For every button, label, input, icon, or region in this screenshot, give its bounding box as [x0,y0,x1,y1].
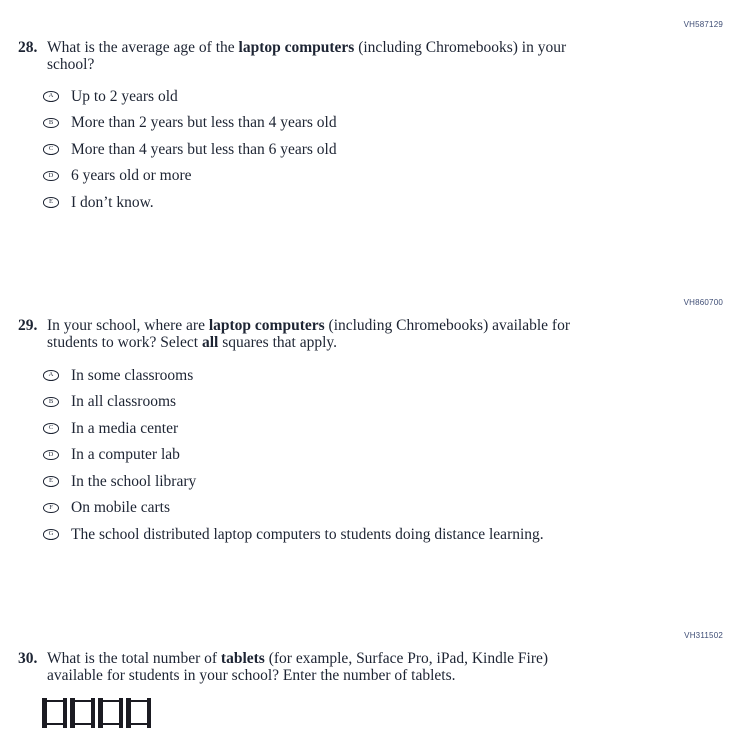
option-row [43,367,723,384]
question-text-line: In your school, where are laptop computers (including Chromebooks) available for [47,317,571,334]
question-text-line: What is the total number of tablets (for example, Surface Pro, iPad, Kindle Fire) [47,650,549,667]
digit-box-edge [130,700,147,702]
question-text [47,317,570,351]
option-row [43,168,723,185]
question-30 [18,631,723,728]
question-number: 28. [18,39,38,56]
digit-box-edge [130,723,147,725]
answer-oval[interactable]: E [43,197,59,208]
answer-oval[interactable]: C [43,423,59,434]
options-list [18,367,723,543]
digit-box-edge [74,700,91,702]
question-number: 29. [18,317,38,334]
option-label: On mobile carts [71,499,171,516]
answer-oval[interactable]: E [43,476,59,487]
question-text-line: available for students in your school? Enter the number of tablets. [47,667,456,684]
option-row [43,88,723,105]
question-28 [18,20,723,221]
question-header [18,650,723,684]
option-row [43,500,723,517]
option-row [43,447,723,464]
question-text-line: school? [47,56,95,73]
item-code: VH587129 [683,20,723,29]
digit-box-edge [102,723,119,725]
option-label: In a computer lab [71,446,180,463]
option-label: More than 2 years but less than 4 years old [71,114,337,131]
question-header [18,39,723,73]
answer-oval[interactable]: C [43,144,59,155]
answer-oval[interactable]: D [43,171,59,182]
option-row [43,141,723,158]
question-header [18,317,723,351]
answer-oval[interactable]: A [43,370,59,381]
option-label: 6 years old or more [71,167,192,184]
digit-box-edge [91,698,96,728]
answer-oval[interactable]: B [43,118,59,129]
option-row [43,473,723,490]
digit-box-edge [74,723,91,725]
option-label: The school distributed laptop computers to students doing distance learning. [71,525,544,543]
digit-box[interactable] [42,698,67,728]
question-number: 30. [18,650,38,667]
option-row [43,420,723,437]
digit-box[interactable] [70,698,95,728]
answer-oval[interactable]: F [43,503,59,514]
option-label: In some classrooms [71,366,194,384]
option-label: Up to 2 years old [71,87,178,105]
option-row [43,194,723,211]
question-text-line: students to work? Select all squares that apply. [47,334,338,351]
answer-oval[interactable]: G [43,529,59,540]
options-list [18,88,723,211]
option-label: More than 4 years but less than 6 years old [71,140,337,158]
digit-box-edge [46,723,63,725]
option-label: In a media center [71,419,179,437]
digit-box-edge [102,700,119,702]
option-label: In all classrooms [71,393,177,410]
option-label: I don’t know. [71,193,154,211]
digit-box-edge [46,700,63,702]
digit-entry [42,698,723,728]
digit-box-edge [119,698,124,728]
option-row [43,394,723,411]
digit-box-edge [147,698,152,728]
digit-box-edge [63,698,68,728]
digit-box[interactable] [98,698,123,728]
answer-oval[interactable]: B [43,397,59,408]
question-text-line: What is the average age of the laptop computers (including Chromebooks) in your [47,39,567,56]
question-text [47,39,566,73]
item-code: VH860700 [683,298,723,307]
option-row [43,115,723,132]
answer-oval[interactable]: A [43,91,59,102]
digit-box[interactable] [126,698,151,728]
item-code: VH311502 [684,631,723,640]
option-row [43,526,723,543]
option-label: In the school library [71,472,197,490]
question-29 [18,298,723,553]
question-text [47,650,548,684]
answer-oval[interactable]: D [43,450,59,461]
